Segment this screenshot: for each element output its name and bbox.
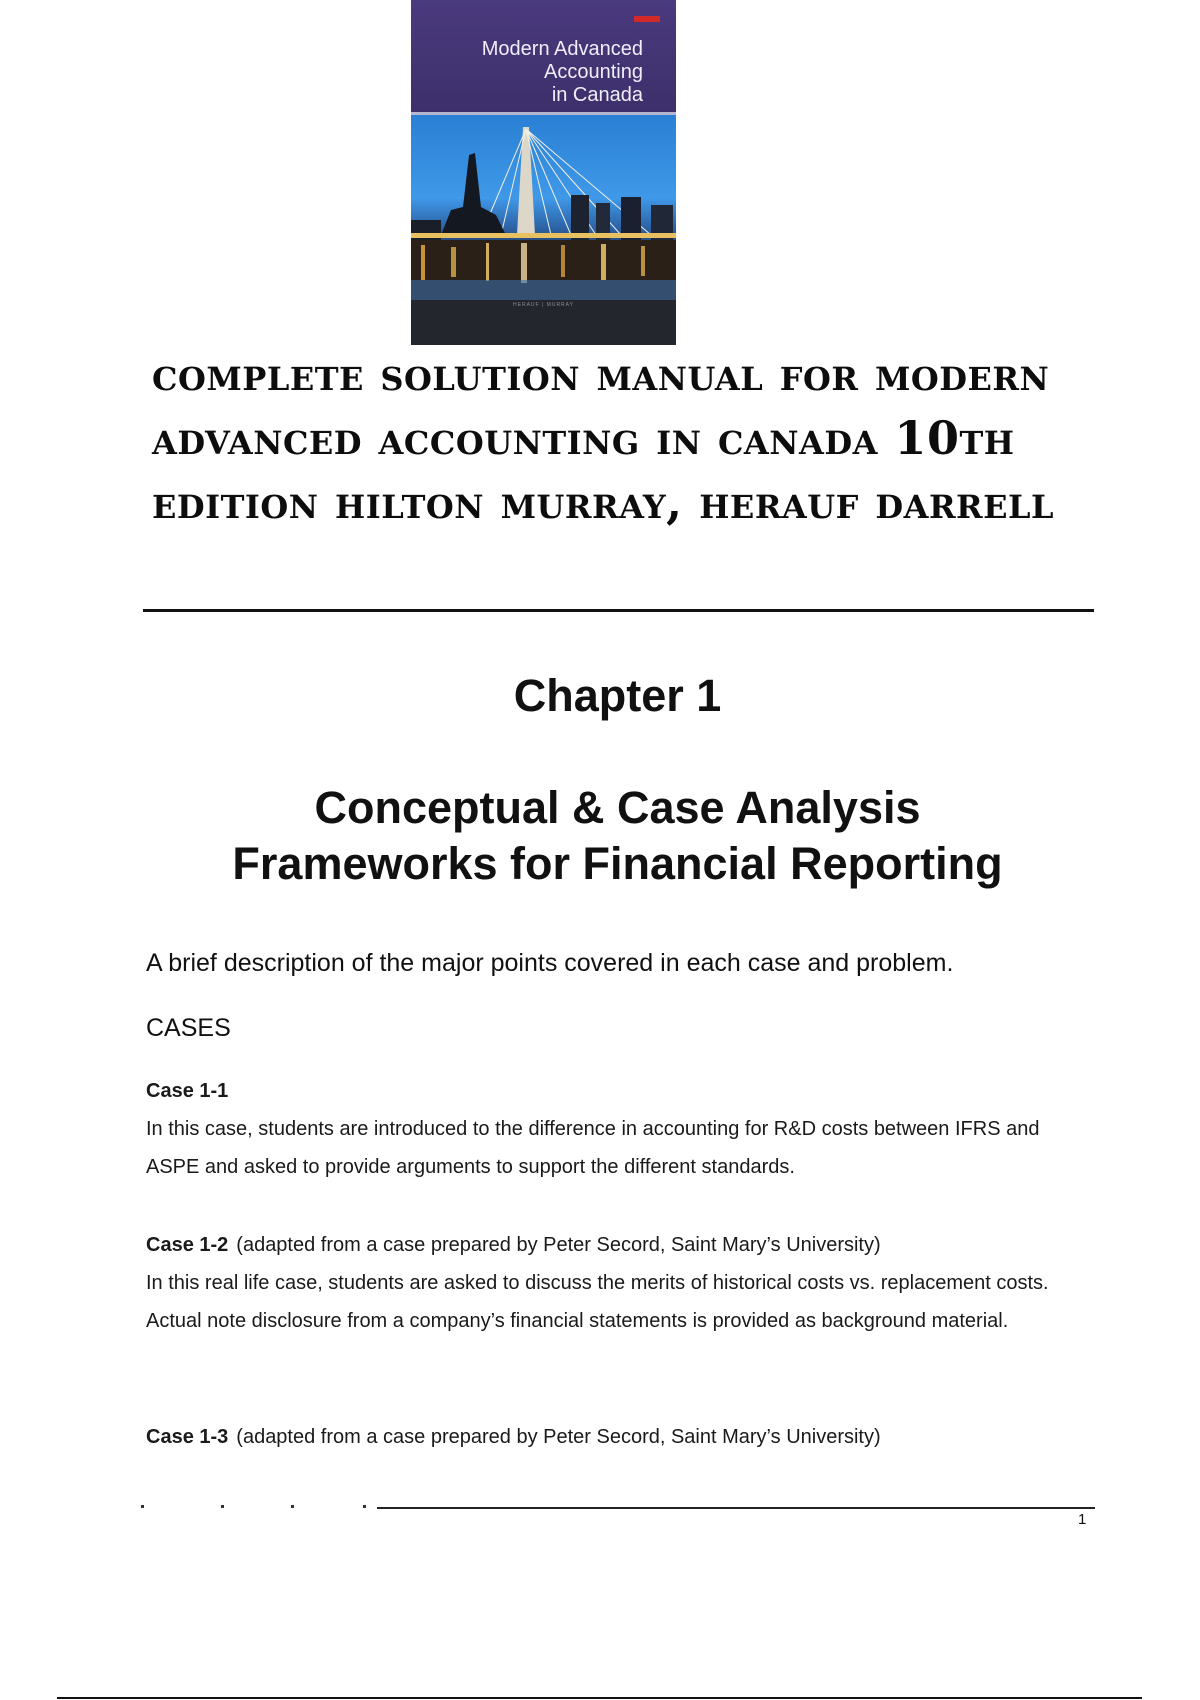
case-entry: [146, 1226, 1096, 1340]
case-heading: [146, 1418, 1096, 1456]
case-source-note: (adapted from a case prepared by Peter Secord, Saint Mary’s University): [236, 1234, 881, 1256]
cover-title-band: [411, 0, 676, 112]
case-id: Case 1-2: [146, 1234, 229, 1256]
cover-photo-city-bridge: [411, 115, 676, 300]
case-description: In this case, students are introduced to the difference in accounting for R&D costs between IFRS and ASPE and asked to provide arguments to support the different standards.: [146, 1118, 1040, 1178]
skyline-illustration: [411, 115, 676, 300]
case-heading: [146, 1226, 1096, 1264]
case-heading: [146, 1072, 1096, 1110]
cover-authors: HERAUF | MURRAY: [513, 302, 574, 308]
book-cover-image: [411, 0, 676, 345]
cover-title-line: in Canada: [551, 84, 643, 106]
intro-paragraph: A brief description of the major points covered in each case and problem.: [146, 949, 954, 977]
cover-title: [482, 38, 643, 107]
chapter-subtitle-line: Conceptual & Case Analysis: [314, 782, 921, 833]
case-id: Case 1-3: [146, 1426, 229, 1448]
chapter-heading: Chapter 1: [513, 670, 722, 721]
footer-rule: [377, 1507, 1095, 1509]
section-label-cases: CASES: [146, 1014, 231, 1042]
case-id: Case 1-1: [146, 1080, 229, 1102]
title-underline: [143, 609, 1094, 612]
page-bottom-border: [57, 1697, 1142, 1699]
document-title: complete solution manual for modern advanced accounting in canada 10th edition hilton murray, herauf darrell: [152, 347, 1055, 529]
case-description: In this real life case, students are asked to discuss the merits of historical costs vs. replacement costs. Actual note disclosure from a company’s financial statements is provided as background material.: [146, 1272, 1049, 1332]
cover-title-line: Accounting: [544, 61, 643, 83]
footer-dotted-rule: [141, 1505, 371, 1509]
chapter-subtitle-line: Frameworks for Financial Reporting: [232, 838, 1003, 889]
cover-title-line: Modern Advanced: [481, 38, 643, 60]
case-entry: [146, 1072, 1096, 1186]
chapter-subtitle: [0, 780, 1200, 892]
case-entry: [146, 1418, 1096, 1456]
page-number: 1: [1078, 1511, 1087, 1528]
case-source-note: (adapted from a case prepared by Peter Secord, Saint Mary’s University): [236, 1426, 881, 1448]
publisher-logo: [634, 16, 660, 22]
